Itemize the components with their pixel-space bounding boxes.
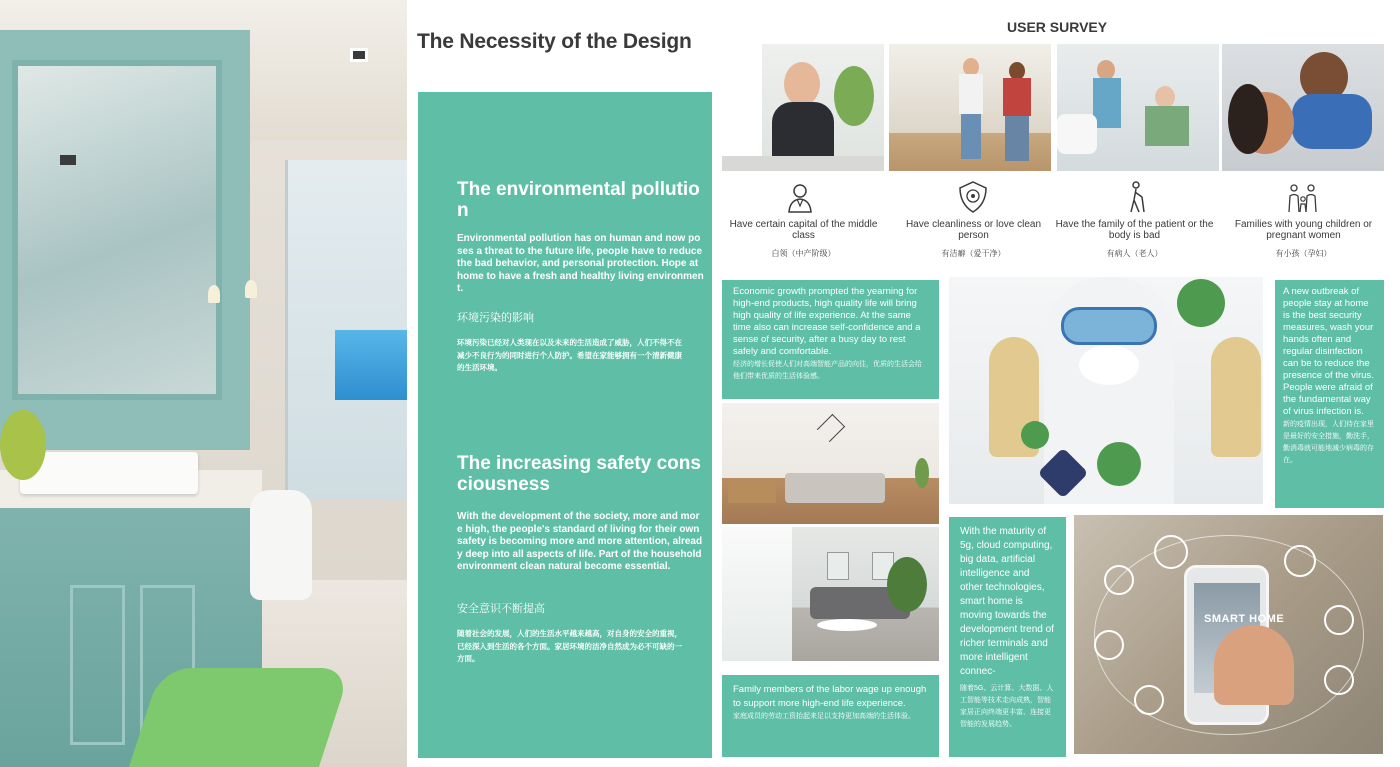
section-text-safety: With the development of the society, more and more high, the people's standard of living for their own safety is becoming more and more attention, already deep into all aspects of life. Part of the household environment clean natural become essential. bbox=[457, 511, 703, 572]
living-room-photo bbox=[722, 403, 939, 524]
page-title: The Necessity of the Design bbox=[417, 30, 692, 53]
section-text-zh-safety: 随着社会的发展，人们的生活水平越来越高，对自身的安全的重视，已经深入到生活的各个方面。家居环境的洁净自然成为必不可缺的一方面。 bbox=[457, 629, 682, 663]
economic-growth-text-zh: 经济的增长促使人们对高端智能产品的向往，优质的生活会给他们带来优质的生活体验感。 bbox=[733, 361, 922, 380]
smart-home-photo bbox=[1074, 515, 1383, 754]
necessity-panel bbox=[418, 92, 712, 758]
family-wage-text: Family members of the labor wage up enough to support more high-end life experience. bbox=[733, 684, 927, 709]
economic-growth-text: Economic growth prompted the yearning for high-end products, high quality life will bring high quality of life experience. At the same time also can increase self-confidence and a sense of security, after a busy day to rest safely and comfortable. bbox=[733, 286, 921, 357]
outbreak-box bbox=[1275, 280, 1384, 508]
survey-photo-cleaning bbox=[889, 44, 1051, 171]
bathroom-photo bbox=[0, 0, 407, 767]
family-wage-box bbox=[722, 675, 939, 757]
maturity-box bbox=[949, 517, 1066, 757]
clean-shield-icon bbox=[956, 180, 990, 214]
section-text-pollution: Environmental pollution has on human and now poses a threat to the future life, people have to reduce the bad behavior, and personal protection. Hope at home to have a fresh and healthy living environment. bbox=[457, 233, 704, 294]
survey-title: USER SURVEY bbox=[1007, 19, 1108, 35]
survey-label-young-children: Families with young children or pregnant women bbox=[1234, 219, 1373, 241]
survey-label-zh-cleanliness: 有洁癖（爱干净） bbox=[941, 249, 1006, 258]
maturity-text-zh: 随着5G、云计算、大数据、人工智能等技术走向成熟，智能家居正向终端更丰富、连接更智能的发展趋势。 bbox=[960, 685, 1054, 728]
businesswoman-icon bbox=[783, 180, 817, 214]
survey-label-zh-young-children: 有小孩（孕妇） bbox=[1275, 249, 1332, 258]
section-title-safety: The increasing safety consciousness bbox=[457, 453, 701, 495]
economic-growth-box bbox=[722, 280, 939, 399]
survey-photo-patient bbox=[1057, 44, 1219, 171]
survey-photo-businesswoman bbox=[722, 44, 884, 171]
survey-label-patient: Have the family of the patient or the body is bad bbox=[1055, 219, 1214, 241]
survey-label-zh-patient: 有病人（老人） bbox=[1106, 249, 1163, 258]
survey-photo-family bbox=[1222, 44, 1384, 171]
section-heading-zh-safety: 安全意识不断提高 bbox=[457, 603, 545, 615]
protective-suit-photo bbox=[949, 277, 1263, 504]
maturity-text: With the maturity of 5g, cloud computing, big data, artificial intelligence and other technologies, smart home is moving towards the development trend of richer terminals and more intelligent connec- bbox=[960, 526, 1054, 677]
survey-label-middle-class: Have certain capital of the middle class bbox=[729, 219, 878, 241]
elderly-cane-icon bbox=[1121, 180, 1155, 214]
section-heading-zh-pollution: 环境污染的影响 bbox=[457, 312, 534, 324]
section-title-pollution: The environmental pollution bbox=[457, 179, 700, 221]
lounge-room-photo bbox=[722, 527, 939, 661]
family-wage-text-zh: 家庭成员的劳动工资抬起来足以支持更加高端的生活体验。 bbox=[733, 713, 915, 720]
survey-label-cleanliness: Have cleanliness or love clean person bbox=[905, 219, 1042, 241]
survey-label-zh-middle-class: 白领（中产阶级） bbox=[771, 249, 836, 258]
outbreak-text-zh: 新的疫情出现，人们待在家里是最好的安全措施，勤洗手，勤消毒就可能地减少病毒的存在。 bbox=[1283, 421, 1374, 464]
family-child-icon bbox=[1286, 180, 1320, 214]
outbreak-text: A new outbreak of people stay at home is the best security measures, wash your hands often and regular disinfection can be to reduce the presence of the virus. People were afraid of the fundamental way of virus infection is. bbox=[1283, 286, 1374, 417]
section-text-zh-pollution: 环境污染已经对人类现在以及未来的生活造成了威胁，人们不得不在减少不良行为的同时进行个人防护。希望在家能够拥有一个清新健康的生活环境。 bbox=[457, 338, 682, 372]
smart-home-label: SMART HOME bbox=[1204, 613, 1285, 625]
